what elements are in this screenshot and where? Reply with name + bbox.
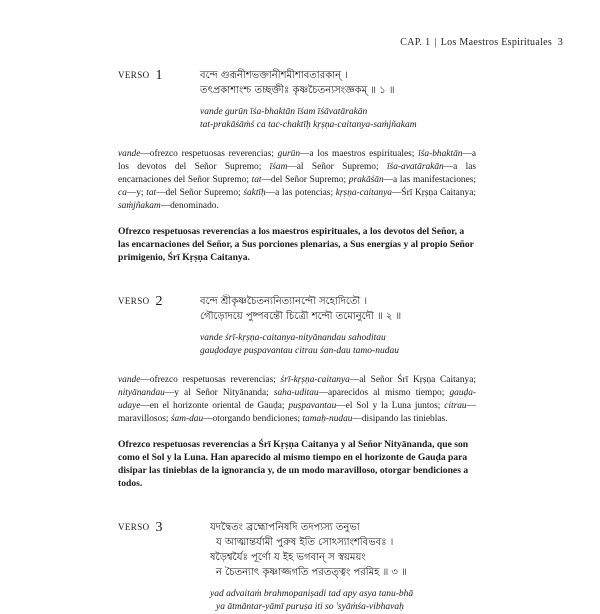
verse-label <box>118 68 163 84</box>
synonym-term: īśa-avatārakān <box>386 162 444 172</box>
synonym-gloss: —del Señor Supremo; <box>261 175 349 185</box>
verse-number: 1 <box>155 68 163 83</box>
translit-line: tat-prakāśāṁś ca tac-chaktīḥ kṛṣṇa-caitanya-saṁjñakam <box>200 120 417 130</box>
verse-number: 3 <box>155 520 163 535</box>
synonym-term: tat <box>251 175 262 185</box>
translit-line: yad advaitaṁ brahmopaniṣadi tad apy asya tanu-bhā <box>210 589 414 599</box>
verse-label-text: VERSO <box>118 70 150 80</box>
synonym-gloss: —el Sol y la Luna juntos; <box>336 401 445 411</box>
synonym-gloss: —y al Señor Nityānanda; <box>164 388 274 398</box>
synonym-term: śam-dau <box>170 414 204 424</box>
synonym-term: puṣpavantau <box>288 401 337 411</box>
synonym-gloss: —del Señor Supremo; <box>156 188 244 198</box>
synonym-gloss: —a los devotos del Señor Supremo; <box>118 149 476 172</box>
page-body <box>118 68 476 614</box>
synonym-term: vande <box>118 149 141 159</box>
header-separator: | <box>434 37 437 48</box>
synonym-gloss: —al Señor Supremo; <box>287 162 387 172</box>
translit-line: vande śrī-kṛṣṇa-caitanya-nityānandau sahoditau <box>200 333 386 343</box>
translit-line: gauḍodaye puṣpavantau citrau śan-dau tamo-nudau <box>200 346 399 356</box>
sanskrit-line: তৎপ্রকাশাংশ্চ তচ্ছক্তীঃ কৃষ্ণচৈতন্যসংজ্ঞকম্ ॥ ১ ॥ <box>200 85 395 96</box>
chapter-title: Los Maestros Espirituales <box>440 37 553 48</box>
synonym-gloss: —a las manifestaciones; <box>383 175 476 185</box>
synonym-gloss: —al Señor Śrī Kṛṣṇa Caitanya; <box>349 375 476 385</box>
synonym-term: prakāśān <box>348 175 384 185</box>
verse-label-text: VERSO <box>118 522 150 532</box>
verse-number: 2 <box>155 294 163 309</box>
synonym-term: śaktīḥ <box>243 188 266 198</box>
transliteration <box>200 332 476 358</box>
sanskrit-line: যদদ্বৈতং ব্রহ্মোপনিষদি তদপ্যস্য তনুভা <box>210 522 360 533</box>
running-header <box>400 37 563 48</box>
sanskrit-text <box>210 520 476 580</box>
synonym-term: kṛṣṇa-caitanya <box>335 188 392 198</box>
sanskrit-line: গৌড়োদয়ে পুষ্পবন্তৌ চিত্রৌ শন্দৌ তমোনুদৌ ॥ ২ ॥ <box>200 311 402 322</box>
synonym-term: śrī-kṛṣṇa-caitanya <box>280 375 350 385</box>
synonym-gloss: —ofrezco respetuosas reverencias; <box>140 375 281 385</box>
synonym-term: saṁjñakam <box>118 201 161 211</box>
synonym-gloss: —a las encarnaciones del Señor Supremo; <box>118 162 477 185</box>
translit-line: ya ātmāntar-yāmī puruṣa iti so 'syāṁśa-vibhavaḥ <box>216 602 404 612</box>
page-number: 3 <box>557 37 563 48</box>
synonym-gloss: —a los maestros espirituales; <box>300 149 419 159</box>
chapter-number: CAP. 1 <box>400 37 431 48</box>
synonym-term: vande <box>118 375 141 385</box>
sanskrit-text <box>200 68 476 98</box>
transliteration <box>210 588 476 614</box>
synonym-gloss: —Śrī Kṛṣṇa Caitanya; <box>391 188 476 198</box>
synonym-gloss: —aparecidos al mismo tiempo; <box>318 388 450 398</box>
sanskrit-line: ষড়ৈশ্বর্যৈঃ পূর্ণো য ইহ ভগবান্ স স্বয়ময়ং <box>210 552 366 563</box>
verse-2 <box>118 294 476 490</box>
word-for-word-synonyms <box>118 374 476 426</box>
synonym-term: nityānandau <box>118 388 165 398</box>
word-for-word-synonyms <box>118 148 476 213</box>
translit-line: vande gurūn īśa-bhaktān īśam īśāvatārakān <box>200 107 368 117</box>
synonym-gloss: —ofrezco respetuosas reverencias; <box>140 149 278 159</box>
sanskrit-line: ন চৈতন্যাৎ কৃষ্ণাজ্জগতি পরতত্ত্বং পরমিহ ॥ ৩ ॥ <box>216 567 407 578</box>
synonym-gloss: —y; <box>126 188 147 198</box>
synonym-term: gauḍa-udaye <box>118 388 476 411</box>
sanskrit-line: য আত্মান্তর্যামী পুরুষ ইতি সোঽস্যাংশবিভবঃ । <box>216 537 394 548</box>
sanskrit-text <box>200 294 476 324</box>
sanskrit-line: বন্দে গুরূনীশভক্তানীশমীশাবতারকান্ । <box>200 70 348 81</box>
synonym-term: citrau <box>444 401 467 411</box>
verse-label-text: VERSO <box>118 296 150 306</box>
synonym-gloss: —maravillosos; <box>118 401 476 424</box>
synonym-term: saha-uditau <box>273 388 319 398</box>
sanskrit-line: বন্দে শ্রীকৃষ্ণচৈতন্যনিত্যানন্দৌ সহোদিতৌ । <box>200 296 368 307</box>
synonym-term: īśam <box>269 162 288 172</box>
verse-translation: Ofrezco respetuosas reverencias a Śrī Kṛṣṇa Caitanya y al Señor Nityānanda, que son como el Sol y la Luna. Han aparecido al mismo tiempo en el horizonte de Gauḍa para disipar las tinieblas de la ignorancia y, de un modo maravilloso, otorgar bendiciones a todos. <box>118 439 469 489</box>
synonym-gloss: —otorgando bendiciones; <box>203 414 303 424</box>
synonym-gloss: —a las potencias; <box>265 188 336 198</box>
transliteration <box>200 106 476 132</box>
synonym-gloss: —disipando las tinieblas. <box>352 414 448 424</box>
verse-1 <box>118 68 476 264</box>
synonym-term: ca <box>118 188 127 198</box>
synonym-gloss: —en el horizonte oriental de Gauḍa; <box>140 401 289 411</box>
synonym-term: tamaḥ-nudau <box>302 414 353 424</box>
verse-label <box>118 294 163 310</box>
verse-translation: Ofrezco respetuosas reverencias a los maestros espirituales, a los devotos del Señor, a las encarnaciones del Señor, a Sus porciones plenarias, a Sus energías y al propio Señor primigenio, Śrī Kṛṣṇa Caitanya. <box>118 226 474 263</box>
synonym-term: gurūn <box>277 149 301 159</box>
synonym-term: tat <box>146 188 157 198</box>
synonym-gloss: —denominado. <box>160 201 219 211</box>
synonym-term: īśa-bhaktān <box>418 149 463 159</box>
verse-label <box>118 520 163 536</box>
